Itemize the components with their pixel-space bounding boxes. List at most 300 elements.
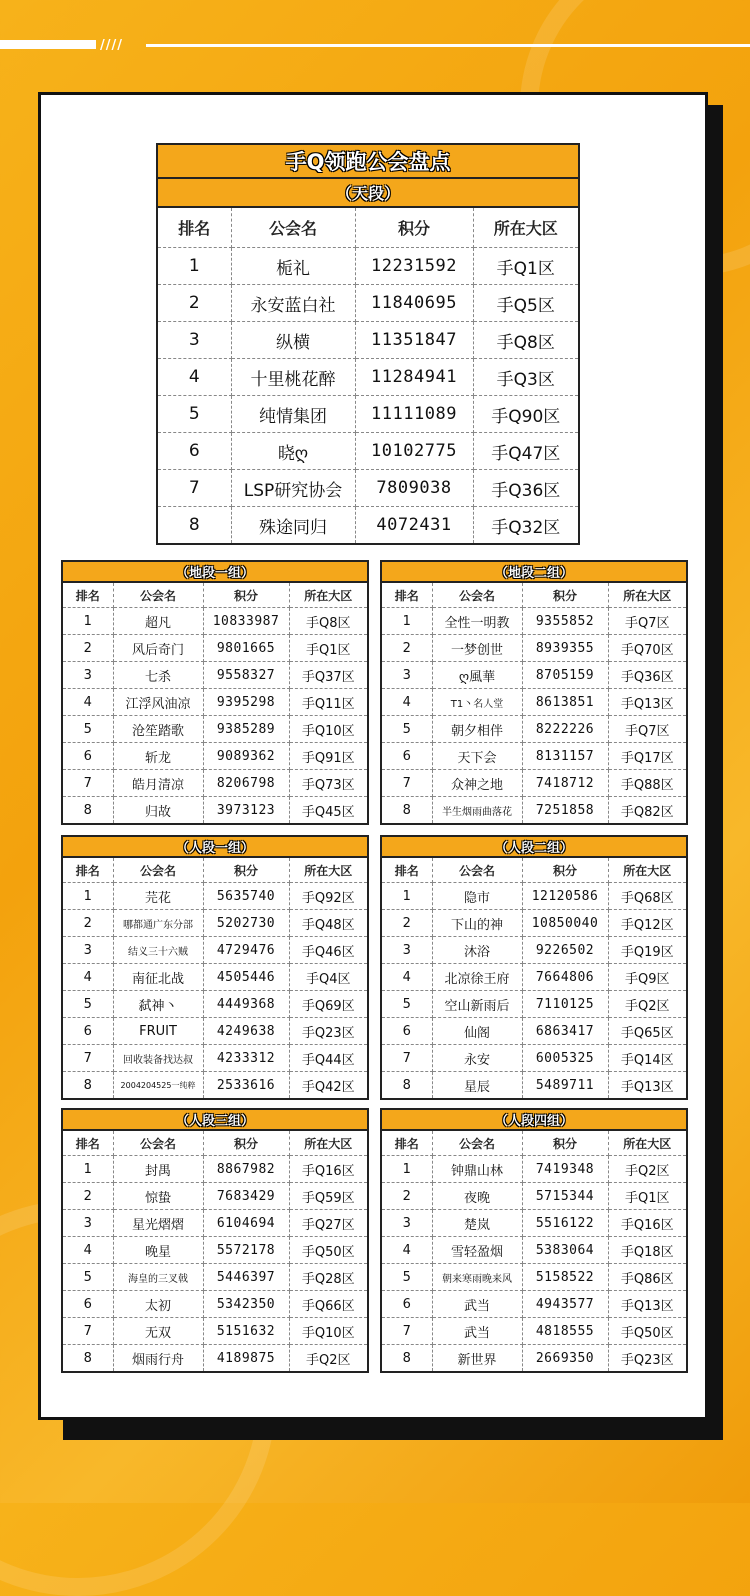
- rank-cell: 1: [381, 608, 432, 635]
- rank-cell: 5: [62, 716, 113, 743]
- score-cell: 7664806: [522, 964, 608, 991]
- rank-cell: 7: [381, 1045, 432, 1072]
- table-row: [381, 1072, 687, 1100]
- rank-cell: 1: [157, 248, 231, 285]
- guild-cell: 南征北战: [113, 964, 203, 991]
- header-guild: 公会名: [432, 1130, 522, 1156]
- score-cell: 10102775: [355, 433, 473, 470]
- guild-cell: 栀礼: [231, 248, 355, 285]
- group-ranking-table: [61, 1108, 369, 1373]
- group-title: （地段一组）: [62, 561, 368, 582]
- score-cell: 4729476: [203, 937, 289, 964]
- table-row: [381, 1291, 687, 1318]
- table-row: [62, 991, 368, 1018]
- table-row: [381, 635, 687, 662]
- region-cell: 手Q91区: [289, 743, 368, 770]
- guild-cell: 朝来寒雨晚来风: [432, 1264, 522, 1291]
- table-row: [157, 248, 579, 285]
- rank-cell: 3: [381, 1210, 432, 1237]
- header-guild: 公会名: [432, 857, 522, 883]
- score-cell: 4505446: [203, 964, 289, 991]
- header-rank: 排名: [381, 857, 432, 883]
- group-ranking-table: [380, 835, 688, 1100]
- header-stripe: [0, 40, 96, 49]
- rank-cell: 7: [62, 1045, 113, 1072]
- guild-cell: 钟鼎山林: [432, 1156, 522, 1183]
- guild-cell: 天下会: [432, 743, 522, 770]
- region-cell: 手Q8区: [473, 322, 579, 359]
- region-cell: 手Q1区: [473, 248, 579, 285]
- region-cell: 手Q59区: [289, 1183, 368, 1210]
- rank-cell: 8: [62, 1072, 113, 1100]
- header-guild: 公会名: [113, 1130, 203, 1156]
- region-cell: 手Q48区: [289, 910, 368, 937]
- table-row: [62, 883, 368, 910]
- header-region: 所在大区: [608, 857, 687, 883]
- table-row: [62, 1237, 368, 1264]
- rank-cell: 1: [381, 1156, 432, 1183]
- guild-cell: 北凉徐王府: [432, 964, 522, 991]
- score-cell: 4072431: [355, 507, 473, 545]
- header-region: 所在大区: [608, 1130, 687, 1156]
- score-cell: 7683429: [203, 1183, 289, 1210]
- guild-cell: 2004204525一纯粹: [113, 1072, 203, 1100]
- header-score: 积分: [203, 582, 289, 608]
- score-cell: 8131157: [522, 743, 608, 770]
- rank-cell: 6: [381, 1291, 432, 1318]
- header-region: 所在大区: [289, 582, 368, 608]
- rank-cell: 5: [381, 991, 432, 1018]
- table-row: [62, 1072, 368, 1100]
- score-cell: 8222226: [522, 716, 608, 743]
- header-score: 积分: [203, 1130, 289, 1156]
- rank-cell: 2: [381, 910, 432, 937]
- table-row: [157, 396, 579, 433]
- score-cell: 11351847: [355, 322, 473, 359]
- guild-cell: T1丶名人堂: [432, 689, 522, 716]
- rank-cell: 3: [62, 662, 113, 689]
- region-cell: 手Q14区: [608, 1045, 687, 1072]
- guild-cell: 江浮风油凉: [113, 689, 203, 716]
- table-row: [62, 1264, 368, 1291]
- table-row: [381, 1237, 687, 1264]
- rank-cell: 2: [62, 635, 113, 662]
- region-cell: 手Q45区: [301, 804, 355, 820]
- rank-cell: 4: [62, 964, 113, 991]
- rank-cell: 4: [157, 359, 231, 396]
- table-row: [381, 910, 687, 937]
- rank-cell: 8: [381, 1072, 432, 1100]
- guild-cell: 太初: [113, 1291, 203, 1318]
- rank-cell: 1: [62, 1156, 113, 1183]
- table-row: [62, 1156, 368, 1183]
- score-cell: 8867982: [203, 1156, 289, 1183]
- rank-cell: 8: [62, 797, 113, 825]
- table-row: [381, 1045, 687, 1072]
- score-cell: 9395298: [203, 689, 289, 716]
- region-cell: 手Q82区: [620, 804, 674, 820]
- table-row: [62, 937, 368, 964]
- table-row: [381, 991, 687, 1018]
- guild-cell: 众神之地: [432, 770, 522, 797]
- guild-cell: 半生烟雨曲落花: [432, 797, 522, 825]
- table-row: [381, 1210, 687, 1237]
- table-row: [62, 910, 368, 937]
- rank-cell: 7: [157, 470, 231, 507]
- score-cell: 9089362: [203, 743, 289, 770]
- table-row: [62, 716, 368, 743]
- score-cell: 5158522: [522, 1264, 608, 1291]
- guild-cell: 归故: [113, 797, 203, 825]
- region-cell: 手Q16区: [608, 1210, 687, 1237]
- score-cell: 11840695: [355, 285, 473, 322]
- header-guild: 公会名: [432, 582, 522, 608]
- region-cell: 手Q69区: [289, 991, 368, 1018]
- guild-cell: 殊途同归: [231, 507, 355, 545]
- table-row: [381, 1264, 687, 1291]
- rank-cell: 8: [157, 507, 231, 545]
- group-ranking-table: [61, 560, 369, 825]
- main-subtitle: （天段）: [157, 178, 579, 207]
- table-row: [381, 797, 687, 825]
- group-title: （地段二组）: [381, 561, 687, 582]
- group-title: （人段三组）: [62, 1109, 368, 1130]
- header-score: 积分: [522, 857, 608, 883]
- header-region: 所在大区: [473, 207, 579, 248]
- guild-cell: 弑神丶: [113, 991, 203, 1018]
- rank-cell: 7: [62, 770, 113, 797]
- header-score: 积分: [522, 1130, 608, 1156]
- table-row: [62, 1318, 368, 1345]
- table-row: [62, 964, 368, 991]
- region-cell: 手Q68区: [608, 883, 687, 910]
- rank-cell: 4: [381, 689, 432, 716]
- table-row: [381, 964, 687, 991]
- region-cell: 手Q27区: [289, 1210, 368, 1237]
- table-row: [381, 883, 687, 910]
- guild-cell: 武当: [432, 1291, 522, 1318]
- region-cell: 手Q10区: [289, 1318, 368, 1345]
- guild-cell: 晚星: [113, 1237, 203, 1264]
- region-cell: 手Q1区: [608, 1183, 687, 1210]
- guild-cell: 沧笙踏歌: [113, 716, 203, 743]
- guild-cell: 永安: [432, 1045, 522, 1072]
- region-cell: 手Q86区: [608, 1264, 687, 1291]
- region-cell: 手Q2区: [608, 991, 687, 1018]
- table-row: [62, 635, 368, 662]
- score-cell: 5151632: [203, 1318, 289, 1345]
- table-row: [62, 743, 368, 770]
- score-cell: 5202730: [203, 910, 289, 937]
- rank-cell: 4: [381, 1237, 432, 1264]
- guild-cell: 无双: [113, 1318, 203, 1345]
- score-cell: 8613851: [522, 689, 608, 716]
- table-row: [381, 662, 687, 689]
- region-cell: 手Q70区: [608, 635, 687, 662]
- guild-cell: 星光熠熠: [113, 1210, 203, 1237]
- region-cell: 手Q18区: [608, 1237, 687, 1264]
- rank-cell: 5: [381, 716, 432, 743]
- header-line: [146, 44, 750, 47]
- score-cell: 5489711: [522, 1072, 608, 1100]
- score-cell: 4233312: [203, 1045, 289, 1072]
- region-cell: 手Q17区: [608, 743, 687, 770]
- guild-cell: 斩龙: [113, 743, 203, 770]
- region-cell: 手Q23区: [289, 1018, 368, 1045]
- score-cell: 6005325: [522, 1045, 608, 1072]
- guild-cell: 夜晚: [432, 1183, 522, 1210]
- score-cell: 11111089: [355, 396, 473, 433]
- table-row: [381, 1318, 687, 1345]
- rank-cell: 6: [381, 743, 432, 770]
- header-guild: 公会名: [231, 207, 355, 248]
- guild-cell: 超凡: [113, 608, 203, 635]
- region-cell: 手Q47区: [473, 433, 579, 470]
- table-row: [381, 608, 687, 635]
- table-row: [62, 689, 368, 716]
- score-cell: 7809038: [355, 470, 473, 507]
- table-row: [381, 937, 687, 964]
- header-rank: 排名: [381, 582, 432, 608]
- header-region: 所在大区: [289, 857, 368, 883]
- table-row: [381, 770, 687, 797]
- table-row: [157, 470, 579, 507]
- score-cell: 5715344: [522, 1183, 608, 1210]
- table-row: [381, 743, 687, 770]
- rank-cell: 2: [157, 285, 231, 322]
- table-row: [62, 1045, 368, 1072]
- score-cell: 9558327: [203, 662, 289, 689]
- table-row: [157, 359, 579, 396]
- guild-cell: 结义三十六贼: [113, 937, 203, 964]
- table-row: [62, 797, 368, 825]
- rank-cell: 6: [157, 433, 231, 470]
- region-cell: 手Q73区: [289, 770, 368, 797]
- table-row: [62, 608, 368, 635]
- table-row: [62, 1183, 368, 1210]
- region-cell: 手Q50区: [289, 1237, 368, 1264]
- header-score: 积分: [522, 582, 608, 608]
- table-row: [157, 285, 579, 322]
- rank-cell: 8: [381, 1345, 432, 1373]
- score-cell: 8705159: [522, 662, 608, 689]
- table-row: [62, 1210, 368, 1237]
- guild-cell: 晓ღ: [231, 433, 355, 470]
- rank-cell: 5: [157, 396, 231, 433]
- rank-cell: 6: [62, 743, 113, 770]
- guild-cell: 纵横: [231, 322, 355, 359]
- guild-cell: 楚岚: [432, 1210, 522, 1237]
- score-cell: 3973123: [203, 797, 289, 825]
- guild-cell: 下山的神: [432, 910, 522, 937]
- rank-cell: 7: [381, 770, 432, 797]
- rank-cell: 3: [381, 662, 432, 689]
- rank-cell: 3: [381, 937, 432, 964]
- region-cell: 手Q2区: [306, 1352, 351, 1368]
- guild-cell: 十里桃花醉: [231, 359, 355, 396]
- guild-cell: 烟雨行舟: [113, 1345, 203, 1373]
- region-cell: 手Q13区: [608, 689, 687, 716]
- region-cell: 手Q65区: [608, 1018, 687, 1045]
- group-ranking-table: [380, 1108, 688, 1373]
- rank-cell: 7: [62, 1318, 113, 1345]
- rank-cell: 1: [381, 883, 432, 910]
- table-row: [62, 1345, 368, 1373]
- table-row: [381, 689, 687, 716]
- score-cell: 4189875: [203, 1345, 289, 1373]
- region-cell: 手Q88区: [608, 770, 687, 797]
- guild-cell: 新世界: [432, 1345, 522, 1373]
- score-cell: 4943577: [522, 1291, 608, 1318]
- table-row: [381, 1018, 687, 1045]
- guild-cell: 空山新雨后: [432, 991, 522, 1018]
- table-row: [62, 770, 368, 797]
- score-cell: 5635740: [203, 883, 289, 910]
- rank-cell: 6: [381, 1018, 432, 1045]
- score-cell: 12120586: [522, 883, 608, 910]
- region-cell: 手Q28区: [289, 1264, 368, 1291]
- guild-cell: 七杀: [113, 662, 203, 689]
- group-ranking-table: [380, 560, 688, 825]
- table-row: [62, 662, 368, 689]
- region-cell: 手Q11区: [289, 689, 368, 716]
- score-cell: 9385289: [203, 716, 289, 743]
- rank-cell: 3: [62, 937, 113, 964]
- rank-cell: 3: [62, 1210, 113, 1237]
- rank-cell: 6: [62, 1291, 113, 1318]
- guild-cell: ღ風華: [432, 662, 522, 689]
- region-cell: 手Q5区: [473, 285, 579, 322]
- table-row: [62, 1291, 368, 1318]
- score-cell: 5572178: [203, 1237, 289, 1264]
- region-cell: 手Q90区: [473, 396, 579, 433]
- guild-cell: 朝夕相伴: [432, 716, 522, 743]
- table-row: [157, 433, 579, 470]
- region-cell: 手Q13区: [608, 1291, 687, 1318]
- header-slashes: ////: [100, 38, 123, 53]
- region-cell: 手Q7区: [608, 716, 687, 743]
- region-cell: 手Q3区: [473, 359, 579, 396]
- header-score: 积分: [355, 207, 473, 248]
- main-title: 手Q领跑公会盘点: [157, 144, 579, 178]
- region-cell: 手Q9区: [608, 964, 687, 991]
- region-cell: 手Q7区: [608, 608, 687, 635]
- score-cell: 9355852: [522, 608, 608, 635]
- region-cell: 手Q50区: [608, 1318, 687, 1345]
- table-row: [157, 322, 579, 359]
- table-row: [381, 716, 687, 743]
- header-region: 所在大区: [289, 1130, 368, 1156]
- score-cell: 6863417: [522, 1018, 608, 1045]
- rank-cell: 5: [62, 991, 113, 1018]
- score-cell: 7251858: [522, 797, 608, 825]
- header-score: 积分: [203, 857, 289, 883]
- rank-cell: 6: [62, 1018, 113, 1045]
- group-title: （人段一组）: [62, 836, 368, 857]
- header-guild: 公会名: [113, 582, 203, 608]
- table-row: [157, 507, 579, 545]
- rank-cell: 1: [62, 608, 113, 635]
- region-cell: 手Q4区: [289, 964, 368, 991]
- region-cell: 手Q19区: [608, 937, 687, 964]
- guild-cell: 武当: [432, 1318, 522, 1345]
- header-guild: 公会名: [113, 857, 203, 883]
- rank-cell: 8: [381, 797, 432, 825]
- guild-cell: 风后奇门: [113, 635, 203, 662]
- score-cell: 11284941: [355, 359, 473, 396]
- rank-cell: 4: [62, 1237, 113, 1264]
- region-cell: 手Q66区: [289, 1291, 368, 1318]
- rank-cell: 5: [62, 1264, 113, 1291]
- region-cell: 手Q12区: [608, 910, 687, 937]
- score-cell: 2669350: [522, 1345, 608, 1373]
- header-rank: 排名: [381, 1130, 432, 1156]
- region-cell: 手Q23区: [620, 1352, 674, 1368]
- guild-cell: 纯情集团: [231, 396, 355, 433]
- score-cell: 2533616: [203, 1072, 289, 1100]
- guild-cell: 封禺: [113, 1156, 203, 1183]
- score-cell: 9801665: [203, 635, 289, 662]
- score-cell: 4249638: [203, 1018, 289, 1045]
- guild-cell: 隐市: [432, 883, 522, 910]
- rank-cell: 7: [381, 1318, 432, 1345]
- main-ranking-table: [156, 143, 580, 545]
- guild-cell: 沐浴: [432, 937, 522, 964]
- guild-cell: 皓月清凉: [113, 770, 203, 797]
- score-cell: 5446397: [203, 1264, 289, 1291]
- score-cell: 5342350: [203, 1291, 289, 1318]
- header-rank: 排名: [62, 582, 113, 608]
- guild-cell: 一梦创世: [432, 635, 522, 662]
- group-title: （人段四组）: [381, 1109, 687, 1130]
- guild-cell: 海皇的三叉戟: [113, 1264, 203, 1291]
- rank-cell: 2: [381, 1183, 432, 1210]
- header-rank: 排名: [62, 857, 113, 883]
- region-cell: 手Q32区: [491, 517, 561, 538]
- table-row: [381, 1345, 687, 1373]
- table-row: [62, 1018, 368, 1045]
- rank-cell: 3: [157, 322, 231, 359]
- header-rank: 排名: [157, 207, 231, 248]
- score-cell: 8206798: [203, 770, 289, 797]
- score-cell: 6104694: [203, 1210, 289, 1237]
- guild-cell: FRUIT: [113, 1018, 203, 1045]
- group-title: （人段二组）: [381, 836, 687, 857]
- header-region: 所在大区: [608, 582, 687, 608]
- rank-cell: 8: [62, 1345, 113, 1373]
- table-row: [381, 1183, 687, 1210]
- guild-cell: LSP研究协会: [231, 470, 355, 507]
- region-cell: 手Q36区: [473, 470, 579, 507]
- rank-cell: 4: [381, 964, 432, 991]
- region-cell: 手Q8区: [289, 608, 368, 635]
- rank-cell: 2: [62, 910, 113, 937]
- rank-cell: 2: [62, 1183, 113, 1210]
- region-cell: 手Q16区: [289, 1156, 368, 1183]
- score-cell: 9226502: [522, 937, 608, 964]
- region-cell: 手Q10区: [289, 716, 368, 743]
- score-cell: 10850040: [522, 910, 608, 937]
- guild-cell: 星辰: [432, 1072, 522, 1100]
- guild-cell: 永安蓝白社: [231, 285, 355, 322]
- guild-cell: 雪轻盈烟: [432, 1237, 522, 1264]
- score-cell: 8939355: [522, 635, 608, 662]
- score-cell: 5516122: [522, 1210, 608, 1237]
- score-cell: 4449368: [203, 991, 289, 1018]
- guild-cell: 惊蛰: [113, 1183, 203, 1210]
- guild-cell: 芫花: [113, 883, 203, 910]
- header-rank: 排名: [62, 1130, 113, 1156]
